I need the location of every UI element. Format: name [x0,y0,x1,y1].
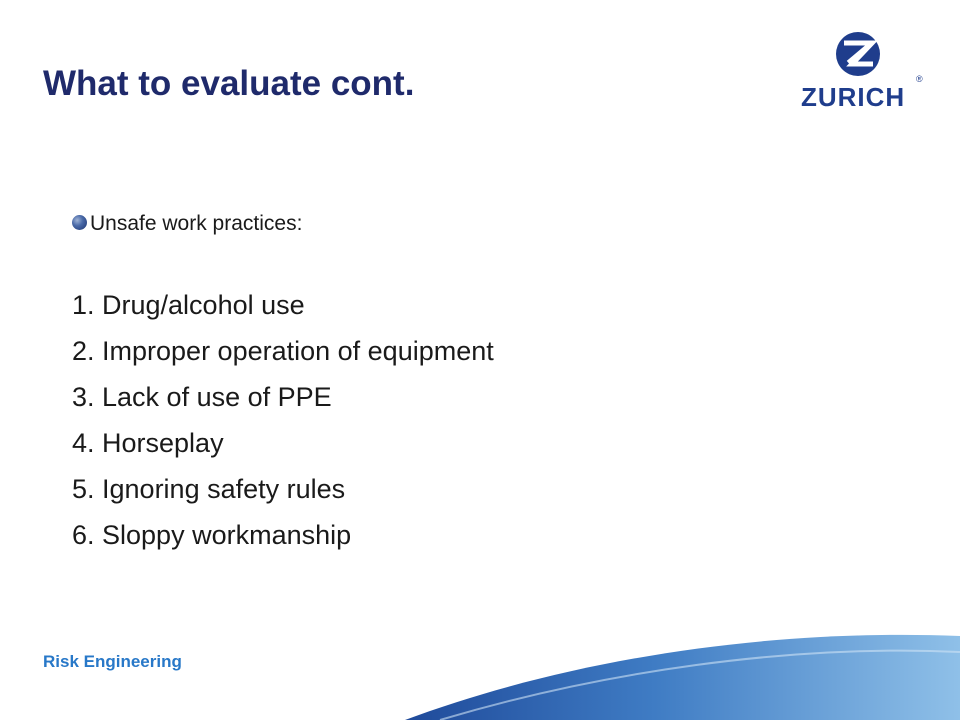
bullet-row [72,212,302,236]
sphere-bullet-icon [72,215,87,230]
bullet-text: Unsafe work practices: [90,212,303,235]
list-item: 6. Sloppy workmanship [72,520,352,550]
zurich-logo [796,30,926,112]
list-item: 3. Lack of use of PPE [72,382,332,412]
list-item: 4. Horseplay [72,428,224,458]
list-item: 1. Drug/alcohol use [72,290,305,320]
logo-wordmark: ZURICH [801,82,906,112]
practice-list [72,282,494,558]
footer-label: Risk Engineering [43,652,182,671]
list-item: 5. Ignoring safety rules [72,474,346,504]
logo-registered-mark: ® [916,74,923,84]
slide-title: What to evaluate cont. [43,64,415,103]
list-item: 2. Improper operation of equipment [72,336,494,366]
